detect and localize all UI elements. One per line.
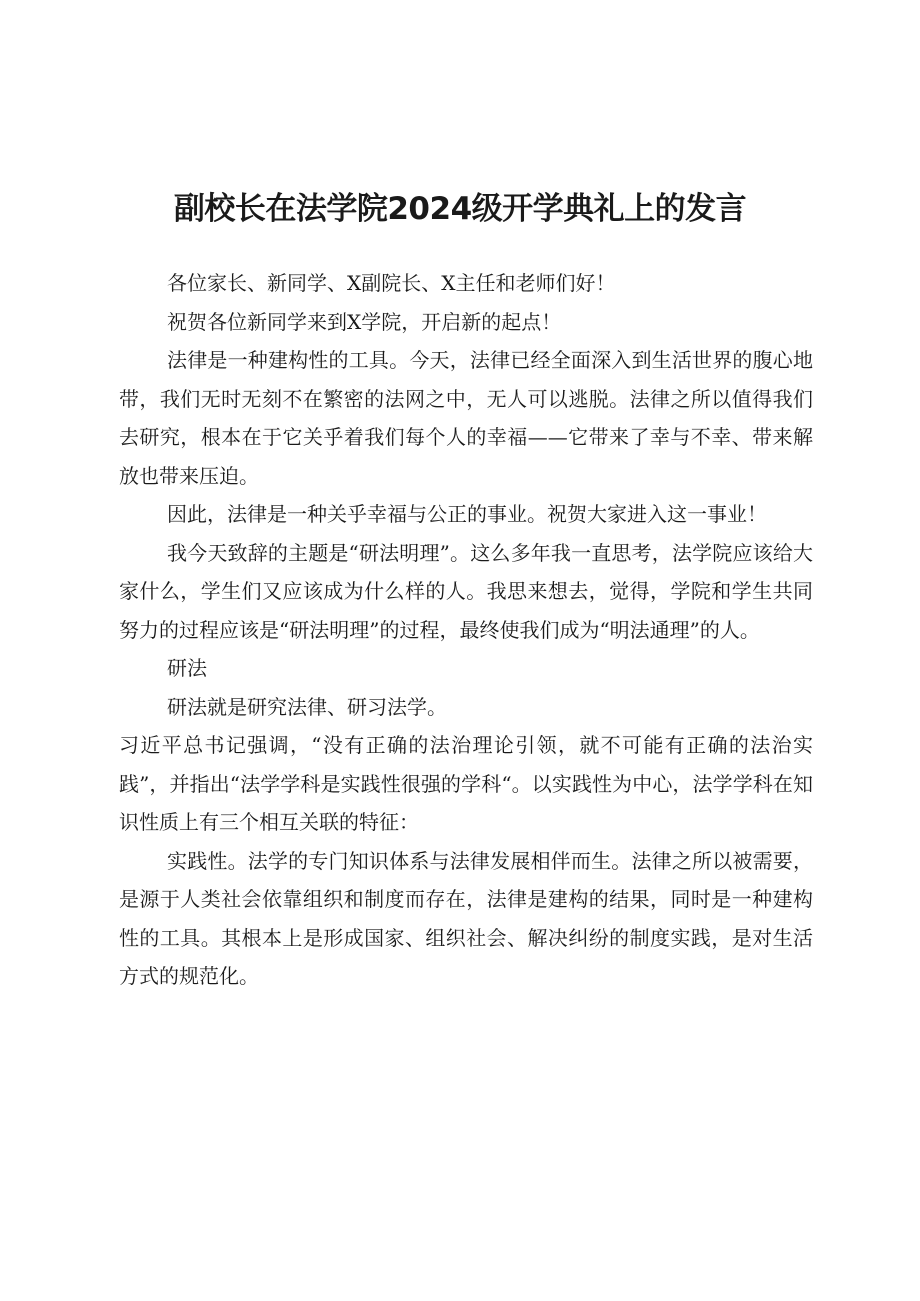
section-heading-yanfa: 研法 [167, 656, 207, 680]
paragraph-congratulation: 祝贺各位新同学来到X学院，开启新的起点！ [167, 309, 562, 334]
paragraph-practicality: 实践性。法学的专门知识体系与法律发展相伴而生。法律之所以被需要，是源于人类社会依靠组织和制度而存在，法律是建构的结果，同时是一种建构性的工具。其根本上是形成国家、组织社会、解决纠纷的制度实践，是对生活方式的规范化。 [119, 848, 813, 988]
paragraph-theme: 我今天致辞的主题是“研法明理”。这么多年我一直思考，法学院应该给大家什么，学生们又应该成为什么样的人。我思来想去，觉得，学院和学生共同努力的过程应该是“研法明理”的过程，最终使我们成为“明法通理”的人。 [119, 540, 813, 642]
paragraph-law-as-cause: 因此，法律是一种关乎幸福与公正的事业。祝贺大家进入这一事业！ [167, 502, 767, 526]
document-body [119, 264, 813, 996]
document-title: 副校长在法学院2024级开学典礼上的发言 [173, 190, 747, 227]
paragraph-law-as-tool: 法律是一种建构性的工具。今天，法律已经全面深入到生活世界的腹心地带，我们无时无刻不在繁密的法网之中，无人可以逃脱。法律之所以值得我们去研究，根本在于它关乎着我们每个人的幸福——它带来了幸与不幸、带来解放也带来压迫。 [119, 348, 813, 488]
paragraph-quote: 习近平总书记强调，“没有正确的法治理论引领，就不可能有正确的法治实践”，并指出“法学学科是实践性很强的学科“。以实践性为中心，法学学科在知识性质上有三个相互关联的特征： [119, 733, 813, 834]
paragraph-greeting: 各位家长、新同学、X副院长、X主任和老师们好！ [167, 271, 616, 295]
paragraph-yanfa-definition: 研法就是研究法律、研习法学。 [167, 694, 447, 719]
